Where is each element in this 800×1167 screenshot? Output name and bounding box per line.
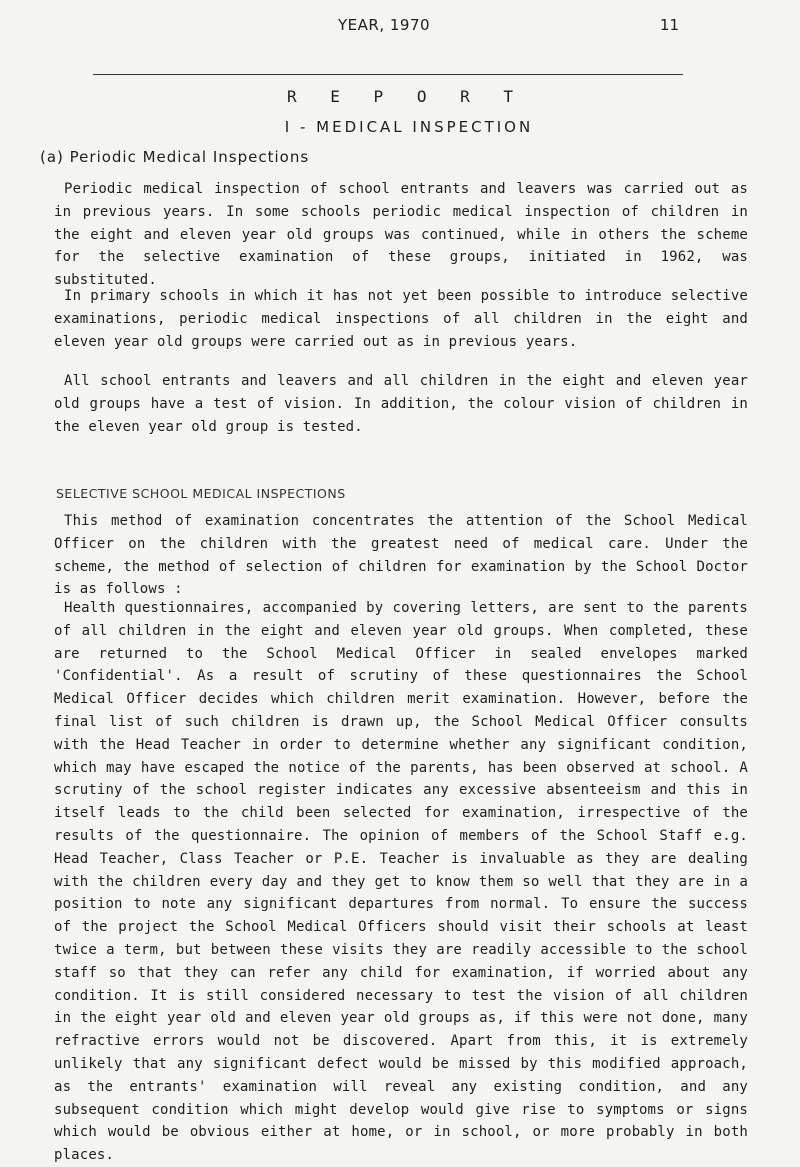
page-number: 11 [659,16,679,34]
running-title: YEAR, 1970 [338,16,431,34]
report-title: R E P O R T [287,87,525,106]
selective-inspections-heading: SELECTIVE SCHOOL MEDICAL INSPECTIONS [56,486,346,501]
paragraph-periodic-inspection: Periodic medical inspection of school entrants and leavers was carried out as in previous years. In some schools periodic medical inspection of children in the eight and eleven year old groups was continued, while in others the scheme for the selective examination of these groups, initiated in 1962, was substituted. [54,181,748,289]
paragraph-vision-tests: All school entrants and leavers and all children in the eight and eleven year old groups have a test of vision. In addition, the colour vision of children in the eleven year old group is tested. [54,373,748,435]
section-title: I - MEDICAL INSPECTION [284,118,534,136]
paragraph-primary-schools: In primary schools in which it has not yet been possible to introduce selective examinations, periodic medical inspections of all children in the eight and eleven year old groups were carried out as in previous years. [54,288,748,350]
subsection-title: (a) Periodic Medical Inspections [40,148,310,166]
header-rule [93,74,683,75]
page-header [93,16,683,76]
paragraph-health-questionnaires: Health questionnaires, accompanied by covering letters, are sent to the parents of all children in the eight and eleven year old groups. When completed, these are returned to the School Medical Officer in sealed envelopes marked 'Confidential'. As a result of scrutiny of these questionnaires the School Medical Officer decides which children merit examination. However, before the final list of such children is drawn up, the School Medical Officer consults with the Head Teacher in order to determine whether any significant condition, which may have escaped the notice of the parents, has been observed at school. A scrutiny of the school register indicates any excessive absenteeism and this in itself leads to the child been selected for examination, irrespective of the results of the questionnaire. The opinion of members of the School Staff e.g. Head Teacher, Class Teacher or P.E. Teacher is invaluable as they are dealing with the children every day and they get to know them so well that they are in a position to note any significant departures from normal. To ensure the success of the project the School Medical Officers should visit their schools at least twice a term, but between these visits they are readily accessible to the school staff so that they can refer any child for examination, if worried about any condition. It is still considered necessary to test the vision of all children in the eight year old and eleven year old groups as, if this were not done, many refractive errors would not be discovered. Apart from this, it is extremely unlikely that any significant defect would be missed by this modified approach, as the entrants' examination will reveal any existing condition, and any subsequent condition which might develop would give rise to symptoms or signs which would be obvious either at home, or in school, or more probably in both places. [54,600,748,1164]
paragraph-selection-method: This method of examination concentrates the attention of the School Medical Officer on the children with the greatest need of medical care. Under the scheme, the method of selection of children for examination by the School Doctor is as follows : [54,513,748,598]
